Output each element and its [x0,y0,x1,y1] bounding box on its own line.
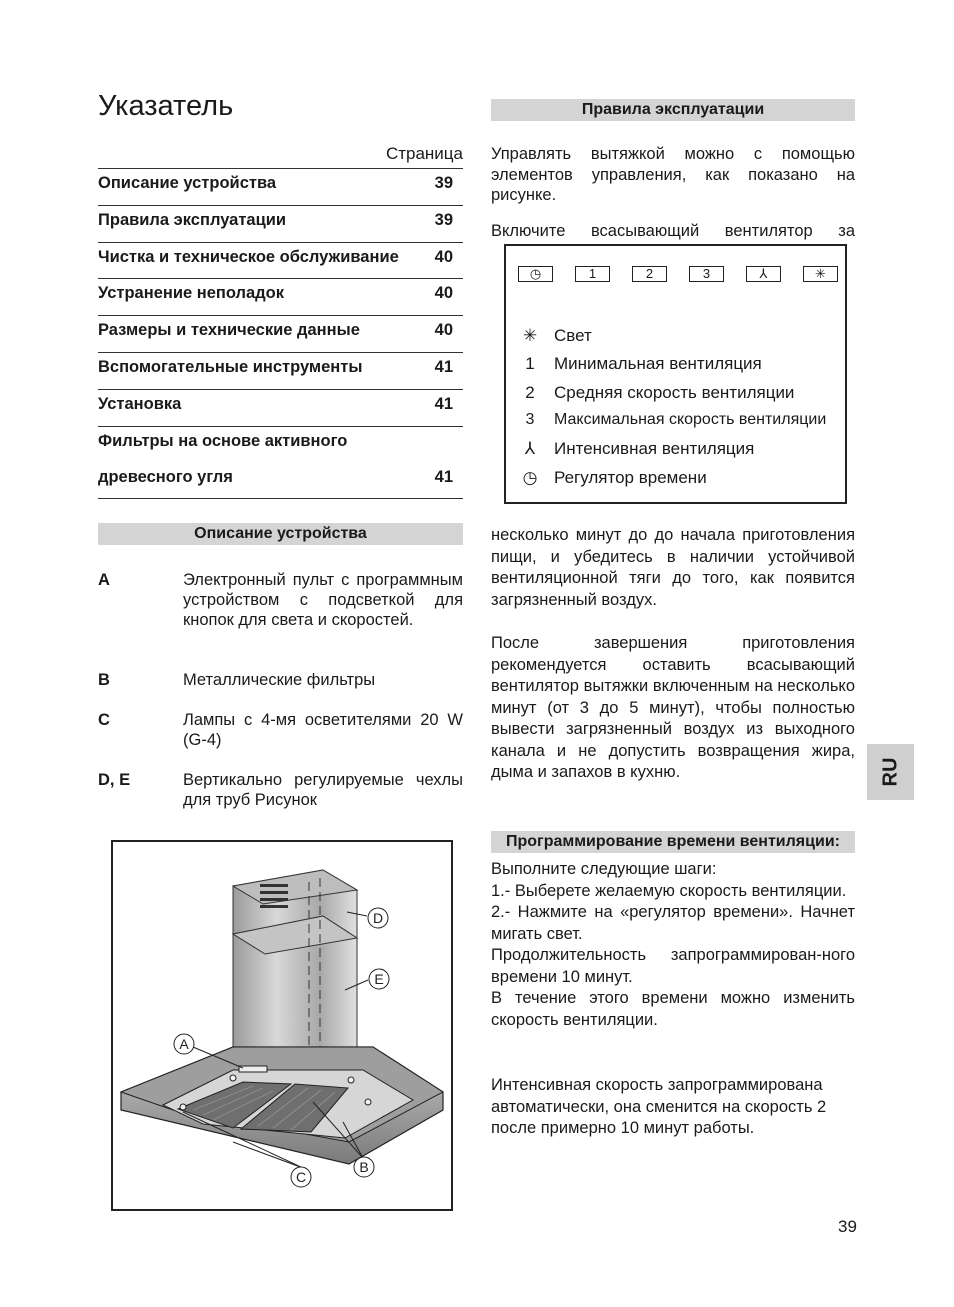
legend-label: Регулятор времени [554,468,707,487]
toc-item-page: 41 [434,394,453,413]
usage-paragraph-1: Управлять вытяжкой можно с помощью элементов управления, как показано на рисунке. [491,145,855,204]
toc-item-page: 39 [434,174,453,192]
language-tab [867,744,914,800]
toc-item-title: Правила эксплуатации [98,210,287,229]
control-panel-diagram [504,244,847,504]
callout-b-label: B [359,1159,369,1175]
toc-item-title: Установка [98,394,182,413]
description-key: B [98,671,110,689]
legend-label: Свет [554,326,592,345]
toc-item-title: Описание устройства [98,174,277,192]
speed-2-button[interactable]: 2 [632,266,667,282]
toc-item-title: Чистка и техническое обслуживание [98,247,399,266]
description-text: Металлические фильтры [183,671,376,689]
legend-label: Интенсивная вентиляция [554,439,755,458]
description-key: A [98,571,110,589]
toc-row[interactable] [98,205,463,242]
programming-note: В течение этого времени можно изменить скорость вентиляции. [491,989,855,1029]
toc-page-column-header: Страница [385,144,463,163]
light-icon: ✳ [522,326,538,345]
fan-icon: ⅄ [759,266,768,281]
speed-2-icon: 2 [525,383,535,402]
description-key: D, E [98,771,131,789]
toc-row[interactable] [98,352,463,389]
programming-final: Интенсивная скорость запрограммирована автоматически, она сменится на скорость 2 после примерно 10 минут работы. [491,1076,827,1137]
programming-step: 2.- Нажмите на «регулятор времени». Начнет мигать свет. [491,903,855,943]
description-heading: Описание устройства [98,523,463,545]
speed-3-button[interactable]: 3 [689,266,724,282]
toc-item-title-line1: Фильтры на основе активного [98,431,348,450]
toc-row[interactable] [98,389,463,426]
timer-icon: ◷ [522,468,538,487]
toc-row[interactable] [98,315,463,352]
toc-item-page: 41 [434,357,453,376]
toc-bottom-rule [98,498,463,499]
speed-3-icon: 3 [525,411,535,428]
toc-item-title-line2: древесного угля [98,467,233,486]
callout-a-label: A [179,1036,189,1052]
toc-row[interactable] [98,278,463,315]
toc-item-page: 40 [434,321,453,340]
description-text: Лампы с 4-мя осветителями 20 W (G-4) [183,711,463,749]
toc-item-title: Устранение неполадок [98,284,284,303]
programming-note: Продолжительность запрограммирован-ного времени 10 минут. [491,946,855,986]
toc-item-page: 40 [434,247,453,266]
page-number: 39 [838,1217,857,1236]
callout-e-label: E [374,971,384,987]
usage-paragraph-4: После завершения приготовления рекомендуется оставить всасывающий вентилятор вытяжки включенным на несколько минут (от 3 до 5 минут), чтобы полностью вывести загрязненный воздух из выходного канала и не допустить возвращения жира, дыма и запахов в кухню. [491,634,855,781]
callout-d-label: D [372,910,384,926]
timer-icon: ◷ [529,266,542,281]
callout-c-label: C [295,1169,307,1185]
programming-heading: Программирование времени вентиляции: [491,831,855,853]
toc-item-title: Размеры и технические данные [98,321,360,340]
toc-row[interactable] [98,242,463,279]
fan-icon: ⅄ [524,439,536,458]
programming-steps [491,859,855,1031]
light-button[interactable] [803,266,838,282]
legend-label: Максимальная скорость вентиляции [554,411,827,428]
toc-item-title: Вспомогательные инструменты [98,357,363,376]
hood-figure [111,840,453,1211]
description-key: C [98,711,110,729]
programming-intro: Выполните следующие шаги: [491,860,717,878]
intensive-button[interactable] [746,266,781,282]
usage-paragraph-3: несколько минут до до начала приготовления пищи, и убедитесь в наличии устойчивой вентиляционной тяги до того, как появится загрязненный воздух. [491,526,855,609]
usage-paragraph-2: Включите всасывающий вентилятор за [491,222,855,240]
toc-item-page: 39 [434,210,453,229]
language-tab-label: RU [879,757,901,787]
table-of-contents [98,168,463,499]
description-text: Вертикально регулируемые чехлы для труб Рисунок [183,771,463,809]
page-title: Указатель [98,90,234,122]
range-hood-illustration [113,842,451,1209]
legend-label: Средняя скорость вентиляции [554,383,795,402]
speed-1-icon: 1 [525,354,535,373]
light-icon: ✳ [815,266,826,281]
speed-1-button[interactable]: 1 [575,266,610,282]
toc-row[interactable] [98,168,463,205]
usage-heading: Правила эксплуатации [491,99,855,121]
toc-item-page: 40 [434,284,453,303]
timer-button[interactable] [518,266,553,282]
description-text: Электронный пульт с программным устройством с подсветкой для кнопок для света и скоростей. [183,571,463,629]
toc-row[interactable] [98,426,463,499]
legend-label: Минимальная вентиляция [554,354,762,373]
programming-step: 1.- Выберете желаемую скорость вентиляции. [491,881,847,900]
toc-item-page: 41 [434,467,453,486]
